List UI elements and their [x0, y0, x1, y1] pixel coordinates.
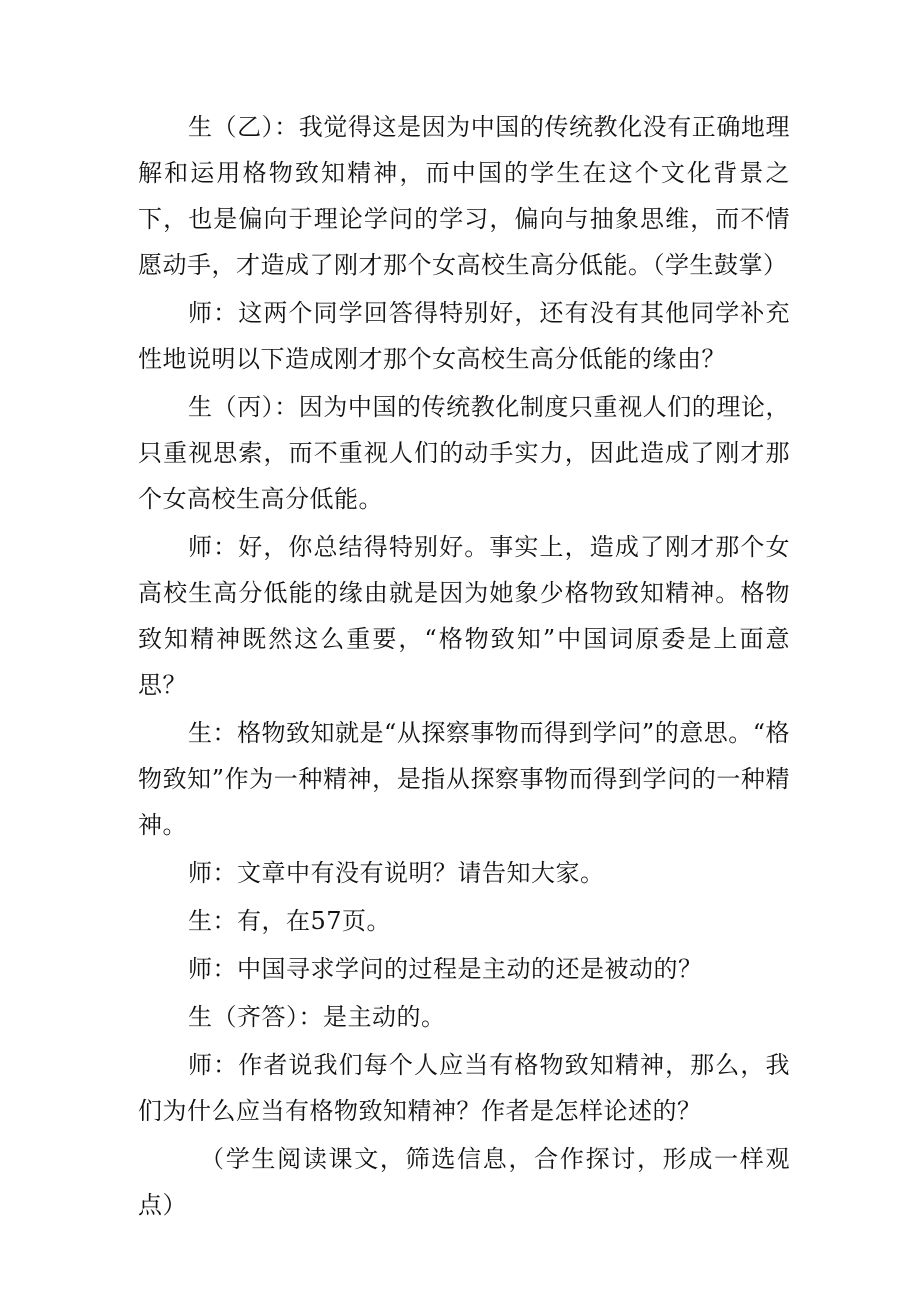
paragraph-student-page: 生：有，在57页。 [188, 907, 392, 935]
paragraph-teacher-ask-text: 师：文章中有没有说明？请告知大家。 [188, 859, 605, 887]
paragraph-teacher-summary: 师：好，你总结得特别好。事实上，造成了刚才那个女高校生高分低能的缘由就是因为她象少格物致知精神。格物致知精神既然这么重要，“格物致知”中国词原委是上面意思？ [138, 533, 790, 699]
document-body [138, 104, 790, 1230]
paragraph-stage-direction: （学生阅读课文，筛选信息，合作探讨，形成一样观点） [138, 1145, 790, 1219]
paragraph-student-chorus: 生（齐答）：是主动的。 [188, 1003, 446, 1031]
paragraph-student-b: 生（乙）：我觉得这是因为中国的传统教化没有正确地理解和运用格物致知精神，而中国的学生在这个文化背景之下，也是偏向于理论学问的学习，偏向与抽象思维，而不情愿动手，才造成了刚才那个女高校生高分低能。（学生鼓掌） [138, 113, 790, 279]
paragraph-student-definition: 生：格物致知就是“从探察事物而得到学问”的意思。“格物致知”作为一种精神，是指从探察事物而得到学问的一种精神。 [138, 719, 790, 839]
paragraph-teacher-process: 师：中国寻求学问的过程是主动的还是被动的？ [188, 955, 703, 983]
paragraph-teacher-question: 师：这两个同学回答得特别好，还有没有其他同学补充性地说明以下造成刚才那个女高校生高分低能的缘由？ [138, 299, 790, 373]
paragraph-teacher-why: 师：作者说我们每个人应当有格物致知精神，那么，我们为什么应当有格物致知精神？作者是怎样论述的？ [138, 1051, 790, 1125]
paragraph-student-c: 生（丙）：因为中国的传统教化制度只重视人们的理论，只重视思索，而不重视人们的动手实力，因此造成了刚才那个女高校生高分低能。 [138, 393, 790, 513]
